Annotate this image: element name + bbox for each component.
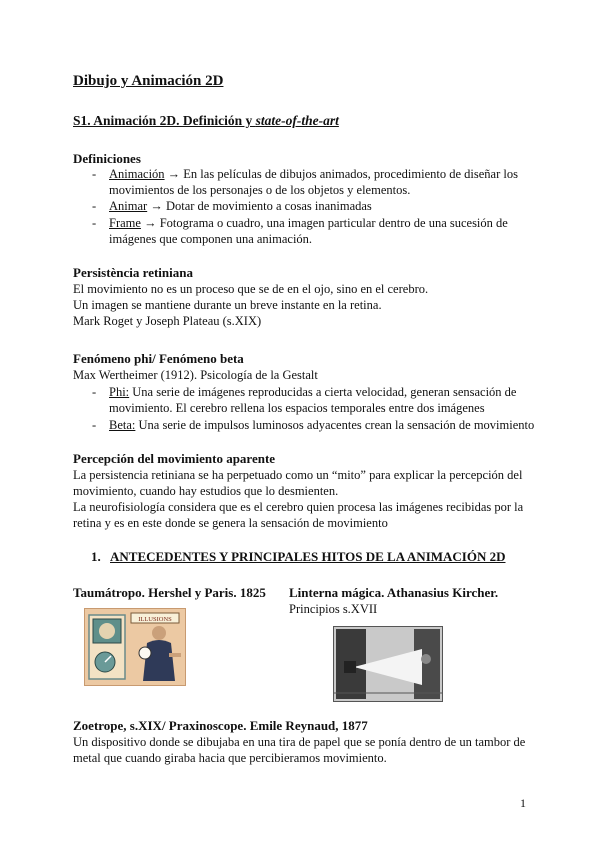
zoetrope-line: metal que cuando giraba hacia que percibieramos movimiento. xyxy=(73,751,387,765)
phi-intro: Max Wertheimer (1912). Psicología de la Gestalt xyxy=(73,368,318,382)
session-heading: S1. Animación 2D. Definición y state-of-the-art xyxy=(73,113,339,128)
definiciones-heading: Definiciones xyxy=(73,151,141,166)
section-title: ANTECEDENTES Y PRINCIPALES HITOS DE LA ANIMACIÓN 2D xyxy=(110,549,506,564)
definition-frame-cont: imágenes que componen una animación. xyxy=(109,232,313,246)
page-number: 1 xyxy=(520,796,526,810)
definition-frame: Frame → Fotograma o cuadro, una imagen particular dentro de una sucesión de xyxy=(109,216,508,230)
percepcion-line: retina y es en este donde se genera la sensación de movimiento xyxy=(73,516,388,530)
persistencia-line: Un imagen se mantiene durante un breve instante en la retina. xyxy=(73,298,382,312)
document-title: Dibujo y Animación 2D xyxy=(73,73,224,89)
persistencia-line: Mark Roget y Joseph Plateau (s.XIX) xyxy=(73,314,262,328)
definition-animacion-cont: movimientos de los personajes o de los objetos y elementos. xyxy=(109,183,411,197)
section-number: 1. xyxy=(91,549,101,564)
beta-item: Beta: Una serie de impulsos luminosos adyacentes crean la sensación de movimiento xyxy=(109,418,535,432)
taumatropo-image xyxy=(84,608,186,686)
percepcion-line: La persistencia retiniana se ha perpetuado como un “mito” para explicar la percepción del xyxy=(73,468,523,482)
linterna-heading: Linterna mágica. Athanasius Kircher. xyxy=(289,585,499,600)
definition-animar: Animar → Dotar de movimiento a cosas inanimadas xyxy=(109,199,372,213)
phi-heading: Fenómeno phi/ Fenómeno beta xyxy=(73,351,244,366)
zoetrope-line: Un dispositivo donde se dibujaba en una tira de papel que se ponía dentro de un tambor de xyxy=(73,735,526,749)
phi-item-cont: movimiento. El cerebro rellena los espacios temporales entre dos imágenes xyxy=(109,401,485,415)
bullet-dash: - xyxy=(92,199,97,213)
persistencia-line: El movimiento no es un proceso que se de en el ojo, sino en el cerebro. xyxy=(73,282,429,296)
bullet-dash: - xyxy=(92,216,97,230)
persistencia-heading: Persistència retiniana xyxy=(73,265,193,280)
bullet-dash: - xyxy=(92,167,97,181)
taumatropo-illustration xyxy=(85,609,185,685)
definition-animacion: Animación → En las películas de dibujos animados, procedimiento de diseñar los xyxy=(109,167,518,181)
zoetrope-heading: Zoetrope, s.XIX/ Praxinoscope. Emile Reynaud, 1877 xyxy=(73,718,368,733)
percepcion-line: movimiento, cuando hay estudios que lo desmienten. xyxy=(73,484,339,498)
percepcion-line: La neurofisiología considera que es el cerebro quien procesa las imágenes recibidas por la xyxy=(73,500,524,514)
phi-item: Phi: Una serie de imágenes reproducidas a cierta velocidad, generan sensación de xyxy=(109,385,517,399)
linterna-illustration xyxy=(334,627,442,701)
taumatropo-heading: Taumátropo. Hershel y Paris. 1825 xyxy=(73,585,266,600)
bullet-dash: - xyxy=(92,418,97,432)
illusions-sign: ILLUSIONS xyxy=(138,616,172,623)
bullet-dash: - xyxy=(92,385,97,399)
percepcion-heading: Percepción del movimiento aparente xyxy=(73,451,276,466)
linterna-sub: Principios s.XVII xyxy=(289,602,378,616)
linterna-image xyxy=(333,626,443,702)
